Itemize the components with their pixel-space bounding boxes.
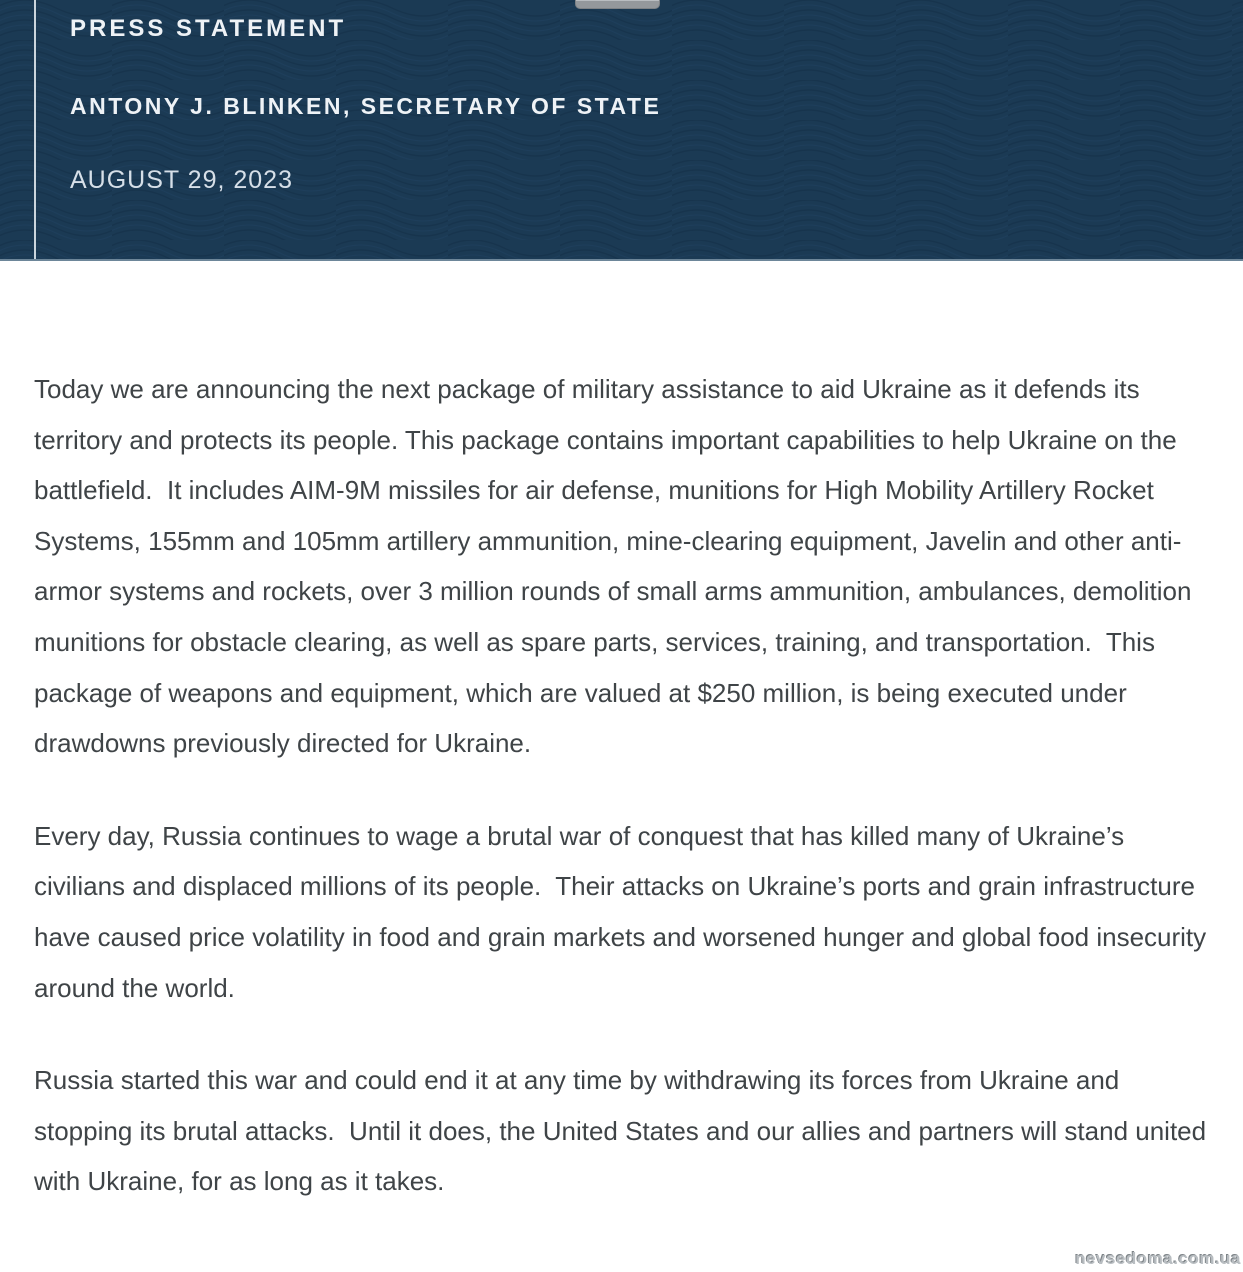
statement-body (34, 263, 1212, 1249)
statement-paragraph-3: Russia started this war and could end it at any time by withdrawing its forces from Ukraine and stopping its brutal attacks. Until it does, the United States and our allies and partners will stand united with Ukraine, for as long as it takes. (34, 1065, 1214, 1197)
statement-author: ANTONY J. BLINKEN, SECRETARY OF STATE (70, 93, 662, 119)
statement-header (0, 0, 1243, 261)
statement-paragraph-2: Every day, Russia continues to wage a brutal war of conquest that has killed many of Ukraine’s civilians and displaced millions of its people. Their attacks on Ukraine’s ports and grain infrastructure have caused price volatility in food and grain markets and worsened hunger and global food insecurity around the world. (34, 820, 1214, 1003)
statement-date: AUGUST 29, 2023 (70, 166, 293, 194)
header-text-block (0, 0, 1243, 195)
statement-type-label: PRESS STATEMENT (70, 15, 347, 42)
statement-paragraph-1: Today we are announcing the next package of military assistance to aid Ukraine as it defends its territory and protects its people. This package contains important capabilities to help Ukraine on the battlefield. It includes AIM-9M missiles for air defense, munitions for High Mobility Artillery Rocket Systems, 155mm and 105mm artillery ammunition, mine-clearing equipment, Javelin and other anti-armor systems and rockets, over 3 million rounds of small arms ammunition, ambulances, demolition munitions for obstacle clearing, as well as spare parts, services, training, and transportation. This package of weapons and equipment, which are valued at $250 million, is being executed under drawdowns previously directed for Ukraine. (34, 374, 1199, 759)
site-watermark: nevsedoma.com.ua (1075, 1249, 1241, 1268)
